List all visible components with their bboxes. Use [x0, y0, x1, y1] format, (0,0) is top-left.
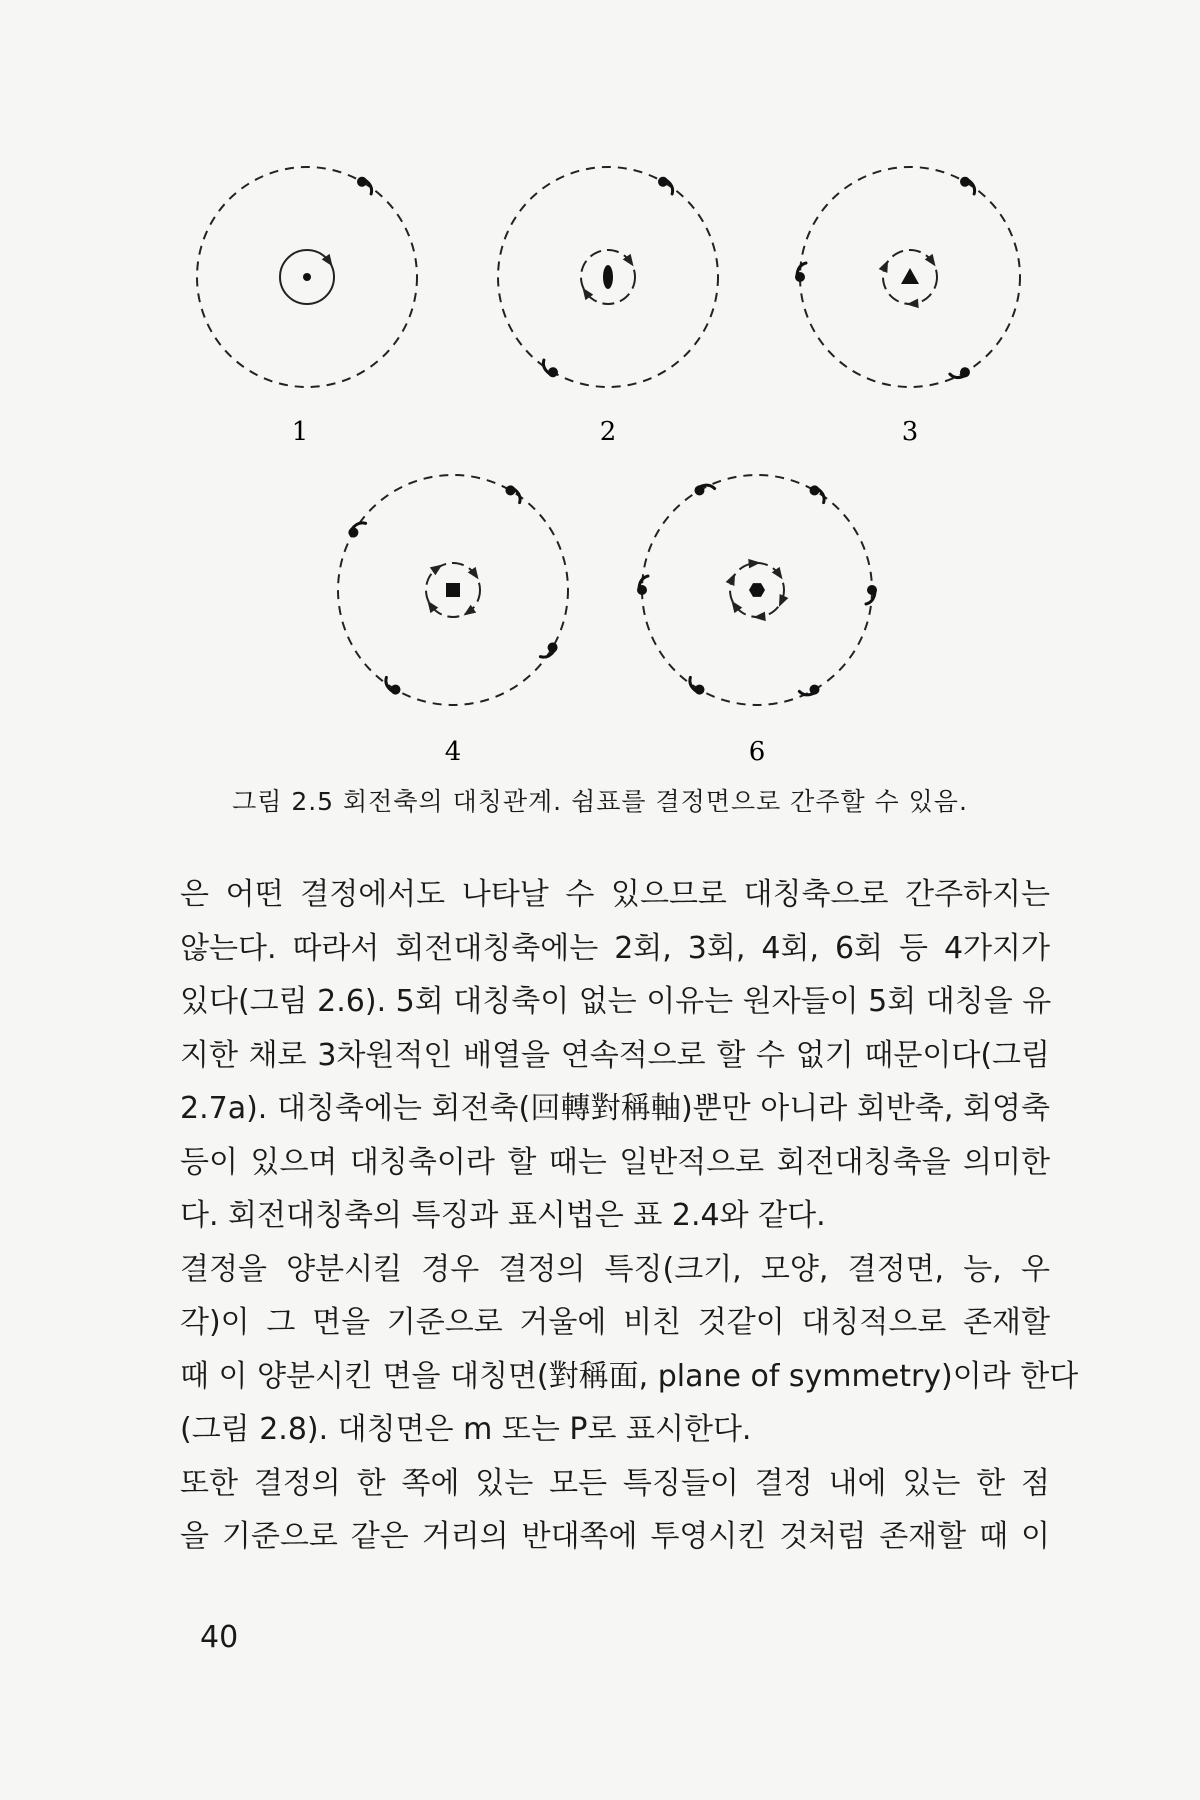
rotation-arrow [726, 573, 735, 586]
body-text [180, 868, 1079, 1564]
comma-motif [950, 365, 972, 384]
comma-motif [540, 640, 559, 662]
figure-label-3: 3 [901, 417, 919, 447]
comma-motif [538, 360, 560, 379]
comma-motif [355, 175, 377, 194]
onefold-symbol [303, 273, 311, 281]
comma-motif [656, 175, 678, 194]
page-number: 40 [200, 1620, 239, 1655]
figure-label-6: 6 [748, 737, 766, 767]
sixfold-symbol [749, 583, 765, 597]
body-line: 결정을 양분시킬 경우 결정의 특징(크기, 모양, 결정면, 능, 우 [180, 1251, 1050, 1287]
threefold-symbol [901, 268, 919, 284]
symmetry-axis-diagram-3 [795, 167, 1020, 387]
figure-label-1: 1 [291, 417, 309, 447]
body-line: 을 기준으로 같은 거리의 반대쪽에 투영시킨 것처럼 존재할 때 이 [180, 1519, 1050, 1554]
rotation-arrow [464, 605, 477, 616]
body-line: 때 이 양분시킨 면을 대칭면(對稱面, plane of symmetry)이라 한다 [180, 1358, 1079, 1394]
comma-motif [503, 484, 525, 503]
comma-motif [381, 677, 403, 696]
comma-motif [693, 479, 715, 498]
body-line: 다. 회전대칭축의 특징과 표시법은 표 2.4와 같다. [180, 1198, 826, 1233]
body-line: 않는다. 따라서 회전대칭축에는 2회, 3회, 4회, 6회 등 4가지가 [180, 930, 1050, 966]
rotation-arrow [430, 564, 443, 575]
body-line: 은 어떤 결정에서도 나타날 수 있으므로 대칭축으로 간주하지는 [180, 877, 1050, 912]
body-line: 2.7a). 대칭축에는 회전축(回轉對稱軸)뿐만 아니라 회반축, 회영축 [180, 1091, 1050, 1126]
twofold-symbol [603, 265, 613, 289]
comma-motif [807, 484, 829, 503]
symmetry-axis-diagram-4 [338, 475, 568, 705]
rotation-arrow [879, 260, 888, 273]
symmetry-axis-diagram-1 [197, 167, 417, 387]
figure-label-4: 4 [444, 737, 462, 767]
symmetry-axis-diagram-6 [637, 475, 877, 705]
body-line: 지한 채로 3차원적인 배열을 연속적으로 할 수 없기 때문이다(그림 [180, 1037, 1050, 1073]
figure-caption: 그림 2.5 회전축의 대칭관계. 쉼표를 결정면으로 간주할 수 있음. [232, 787, 968, 816]
comma-motif [958, 175, 980, 194]
comma-motif [637, 576, 648, 595]
body-line: 또한 결정의 한 쪽에 있는 모든 특징들이 결정 내에 있는 한 점 [180, 1465, 1050, 1501]
comma-motif [866, 585, 877, 604]
comma-motif [799, 682, 821, 701]
body-line: 각)이 그 면을 기준으로 거울에 비친 것같이 대칭적으로 존재할 [180, 1305, 1050, 1340]
body-line: 등이 있으며 대칭축이라 할 때는 일반적으로 회전대칭축을 의미한 [180, 1144, 1050, 1180]
symmetry-axis-diagram-2 [498, 167, 718, 387]
fourfold-symbol [446, 583, 460, 597]
comma-motif [795, 263, 806, 282]
body-line: 있다(그림 2.6). 5회 대칭축이 없는 이유는 원자들이 5회 대칭을 유 [180, 984, 1052, 1019]
rotation-arrow [779, 594, 788, 607]
comma-motif [685, 677, 707, 696]
figure-label-2: 2 [599, 417, 617, 447]
body-line: (그림 2.8). 대칭면은 m 또는 P로 표시한다. [180, 1412, 752, 1447]
rotation-symmetry-figure [0, 0, 1200, 780]
comma-motif [347, 518, 366, 540]
